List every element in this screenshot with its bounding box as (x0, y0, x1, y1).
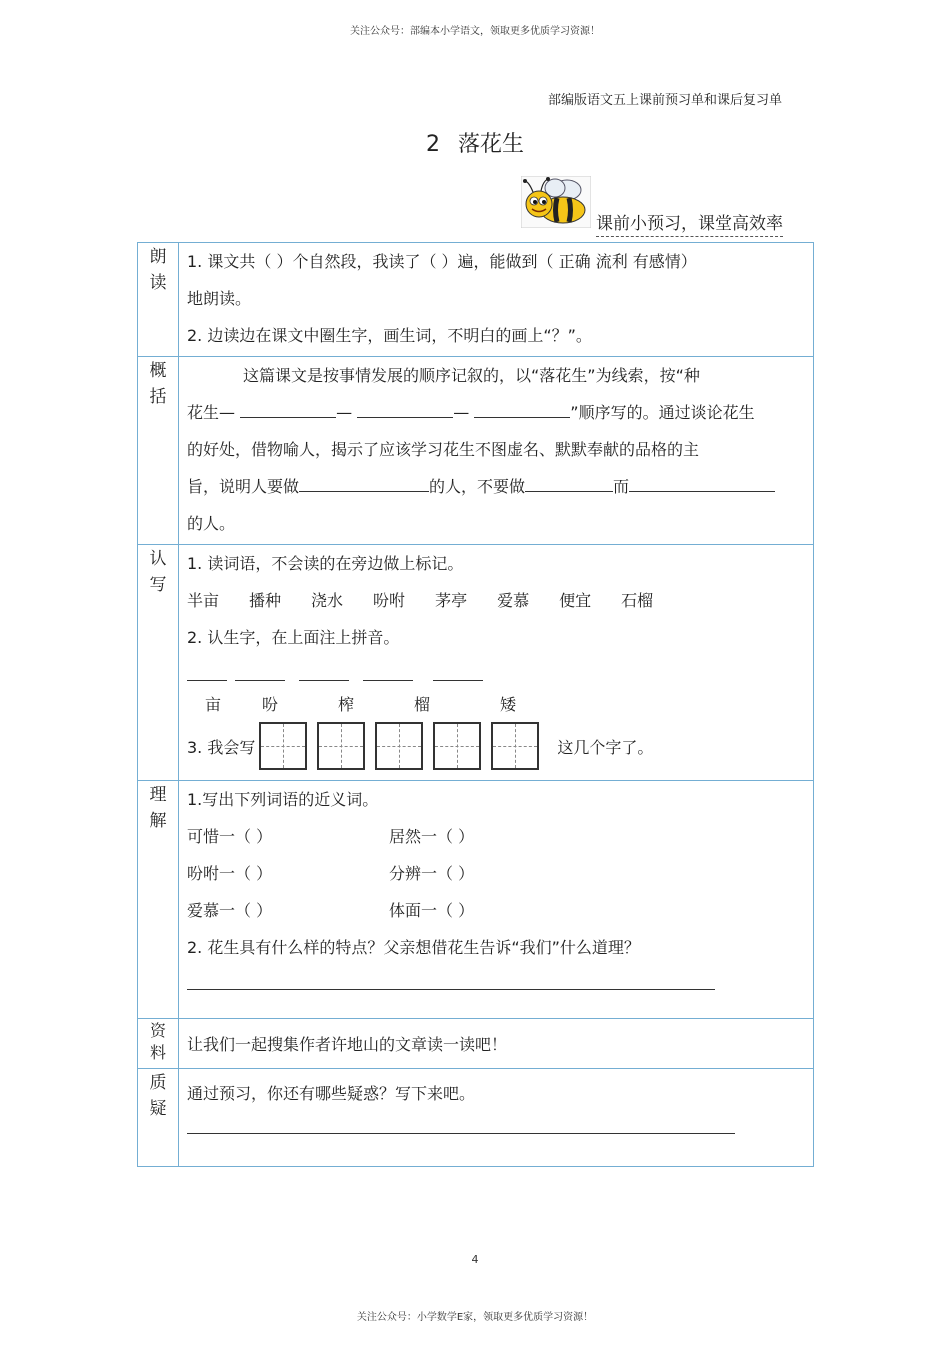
lesson-title (0, 127, 950, 158)
page-number: 4 (471, 1253, 479, 1266)
bee-icon (521, 176, 591, 228)
understand-q1: 1.写出下列词语的近义词。 (187, 790, 379, 809)
slogan: 课前小预习，课堂高效率 (596, 209, 783, 237)
writing-grid-box[interactable] (375, 722, 423, 770)
summary-line-1: 这篇课文是按事情发展的顺序记叙的，以“落花生”为线索，按“种 (243, 366, 700, 385)
word-list: 半亩 播种 浇水 吩咐 茅亭 爱慕 便宜 石榴 (187, 591, 654, 610)
pinyin-blank[interactable] (433, 662, 483, 681)
summary-content (179, 357, 814, 545)
reading-label: 朗 读 (138, 243, 179, 357)
question-text: 通过预习，你还有哪些疑惑？写下来吧。 (187, 1084, 476, 1103)
summary-line-5: 的人。 (187, 514, 236, 533)
synonym-pair-row: 吩咐一（ ） 分辨一（ ） (187, 864, 475, 883)
writing-grid-row: 3. 我会写 这几个字了。 (187, 718, 807, 774)
summary-line-2: 花生— — — ”顺序写的。通过谈论花生 (187, 394, 807, 431)
question-label: 质 疑 (138, 1069, 179, 1167)
understand-content (179, 781, 814, 1019)
write-q1: 1. 读词语，不会读的在旁边做上标记。 (187, 554, 464, 573)
footer-note: 关注公众号：小学数学E家，领取更多优质学习资源！ (356, 1312, 594, 1323)
pinyin-blank[interactable] (235, 662, 285, 681)
material-content (179, 1019, 814, 1069)
char-list: 亩 吩 榨 榴 矮 (204, 695, 516, 714)
header-note: 关注公众号：部编本小学语文，领取更多优质学习资源！ (350, 26, 600, 37)
pinyin-blank[interactable] (299, 662, 349, 681)
lesson-number: 2 (425, 132, 440, 157)
lesson-name: 落花生 (457, 132, 524, 157)
understand-row (138, 781, 814, 1019)
writing-grid-box[interactable] (317, 722, 365, 770)
summary-row (138, 357, 814, 545)
synonym-pair-row: 爱慕一（ ） 体面一（ ） (187, 901, 475, 920)
pinyin-lines (187, 656, 807, 692)
reading-q1-cont: 地朗读。 (187, 289, 252, 308)
writing-grid-box[interactable] (491, 722, 539, 770)
series-title: 部编版语文五上课前预习单和课后复习单 (548, 93, 783, 108)
reading-content (179, 243, 814, 357)
summary-line-4: 旨，说明人要做 的人，不要做 而 (187, 468, 807, 505)
fill-blank[interactable] (357, 399, 453, 418)
synonym-pair-row: 可惜一（ ） 居然一（ ） (187, 827, 475, 846)
understand-q2: 2. 花生具有什么样的特点？父亲想借花生告诉“我们”什么道理？ (187, 938, 640, 957)
understand-label: 理 解 (138, 781, 179, 1019)
writing-grid-box[interactable] (259, 722, 307, 770)
fill-blank[interactable] (240, 399, 336, 418)
fill-blank[interactable] (474, 399, 570, 418)
question-row (138, 1069, 814, 1167)
pinyin-blank[interactable] (187, 662, 227, 681)
reading-q2: 2. 边读边在课文中圈生字，画生词，不明白的画上“？”。 (187, 326, 592, 345)
summary-line-3: 的好处，借物喻人，揭示了应该学习花生不图虚名、默默奉献的品格的主 (187, 440, 700, 459)
reading-q1: 1. 课文共（ ）个自然段，我读了（ ）遍，能做到（ 正确 流利 有感情） (187, 252, 697, 271)
write-q2: 2. 认生字，在上面注上拼音。 (187, 628, 400, 647)
fill-blank[interactable] (629, 473, 775, 492)
question-content (179, 1069, 814, 1167)
material-label: 资 料 (138, 1019, 179, 1069)
writing-grid-box[interactable] (433, 722, 481, 770)
write-label: 认 写 (138, 545, 179, 781)
material-row (138, 1019, 814, 1069)
fill-blank[interactable] (299, 473, 429, 492)
answer-line[interactable] (187, 988, 715, 990)
material-text: 让我们一起搜集作者许地山的文章读一读吧！ (187, 1035, 508, 1054)
pinyin-blank[interactable] (363, 662, 413, 681)
preview-table (137, 242, 814, 1167)
fill-blank[interactable] (525, 473, 613, 492)
write-content (179, 545, 814, 781)
write-row (138, 545, 814, 781)
answer-line[interactable] (187, 1132, 735, 1134)
summary-label: 概 括 (138, 357, 179, 545)
reading-row (138, 243, 814, 357)
